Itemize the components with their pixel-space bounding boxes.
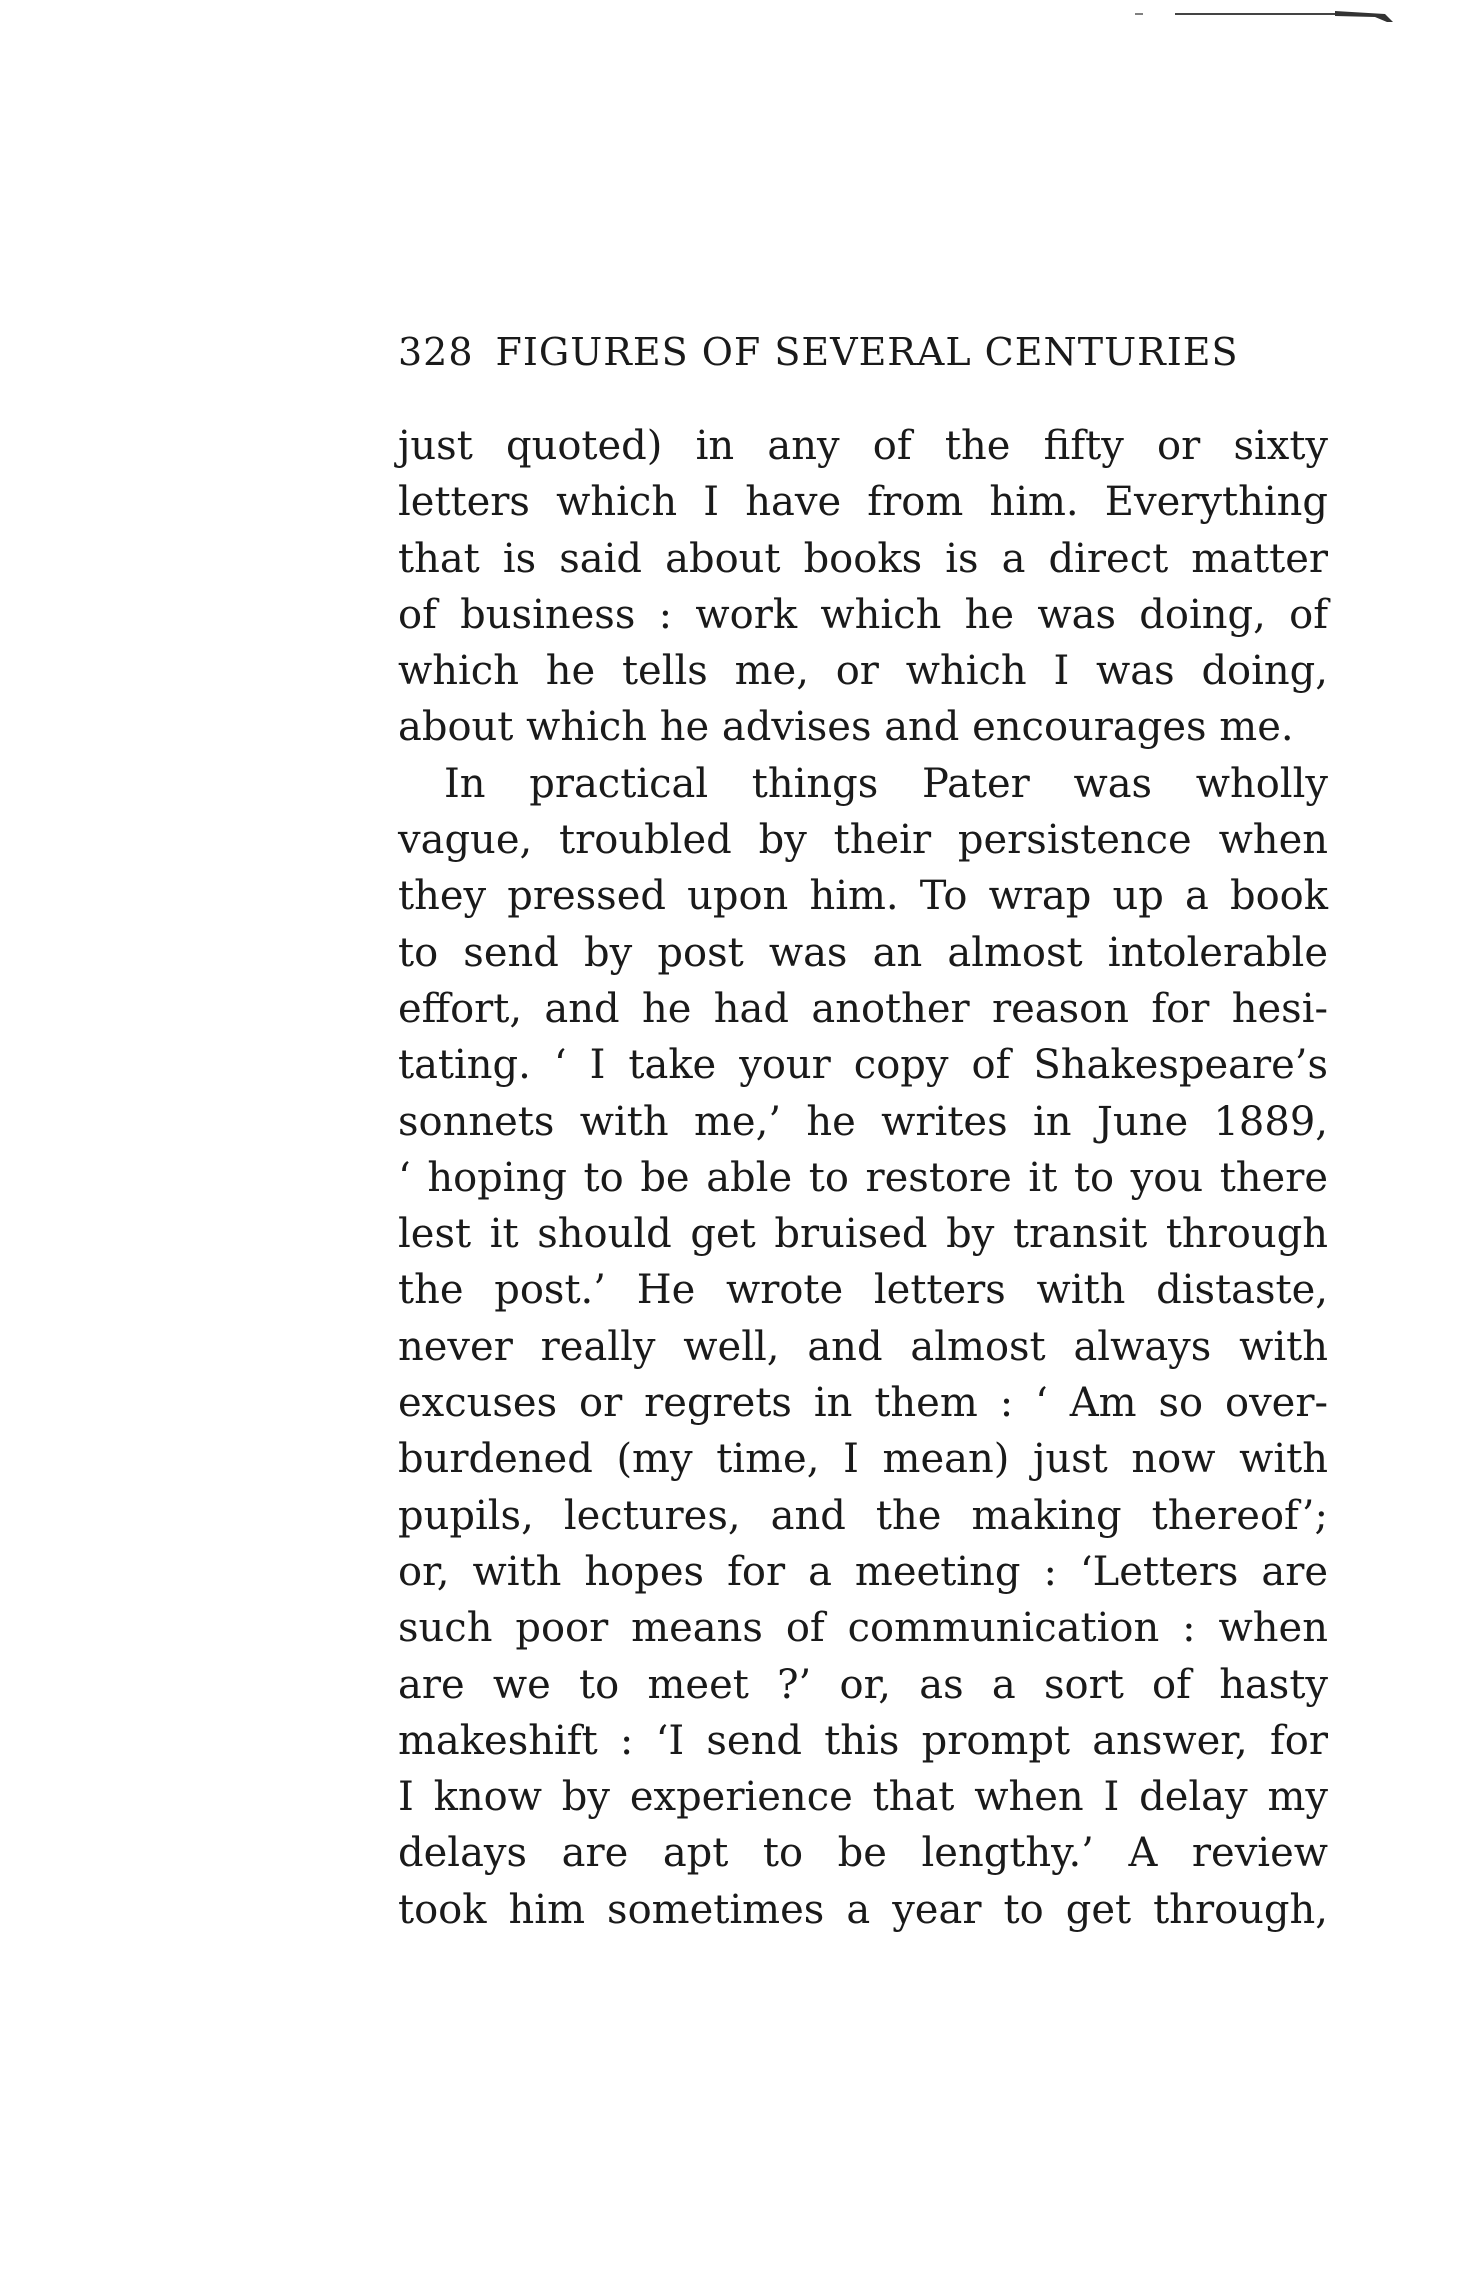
scan-corner-mark (1135, 8, 1395, 22)
running-header (398, 330, 1328, 374)
text-line: never really well, and almost always with (398, 1323, 1328, 1370)
paragraph (398, 418, 1328, 756)
text-line: In practical things Pater was wholly (444, 760, 1328, 807)
text-line: pupils, lectures, and the making thereof’; (398, 1492, 1328, 1539)
text-line: or, with hopes for a meeting : ‘Letters are (398, 1548, 1328, 1595)
running-title: FIGURES OF SEVERAL CENTURIES (495, 330, 1239, 374)
text-line: which he tells me, or which I was doing, (398, 648, 1328, 695)
text-line: to send by post was an almost intolerable (398, 929, 1328, 976)
body-text (398, 418, 1328, 1938)
text-line: delays are apt to be lengthy.’ A review (398, 1830, 1328, 1877)
page-number: 328 (398, 330, 474, 374)
text-line: I know by experience that when I delay my (398, 1774, 1328, 1821)
text-line: that is said about books is a direct matter (398, 535, 1328, 582)
text-line: burdened (my time, I mean) just now with (398, 1436, 1328, 1483)
text-line: just quoted) in any of the fifty or sixty (398, 423, 1328, 469)
text-line: took him sometimes a year to get through, (398, 1886, 1328, 1933)
text-line: letters which I have from him. Everything (398, 479, 1328, 526)
text-line: makeshift : ‘I send this prompt answer, for (398, 1717, 1328, 1764)
text-line: of business : work which he was doing, of (398, 591, 1328, 638)
text-line: are we to meet ?’ or, as a sort of hasty (398, 1661, 1328, 1708)
text-line: such poor means of communication : when (398, 1605, 1328, 1652)
text-line: the post.’ He wrote letters with distaste, (398, 1267, 1328, 1314)
text-line: about which he advises and encourages me. (398, 704, 1294, 751)
text-line: vague, troubled by their persistence when (398, 817, 1328, 864)
paragraph (398, 756, 1328, 1938)
text-line: excuses or regrets in them : ‘ Am so over- (398, 1380, 1328, 1427)
text-line: effort, and he had another reason for hesi- (398, 985, 1328, 1032)
text-line: they pressed upon him. To wrap up a book (398, 873, 1328, 920)
text-line: ‘ hoping to be able to restore it to you there (398, 1154, 1328, 1201)
text-line: tating. ‘ I take your copy of Shakespeare’s (398, 1042, 1328, 1089)
text-line: sonnets with me,’ he writes in June 1889, (398, 1098, 1328, 1145)
text-line: lest it should get bruised by transit through (398, 1211, 1328, 1258)
